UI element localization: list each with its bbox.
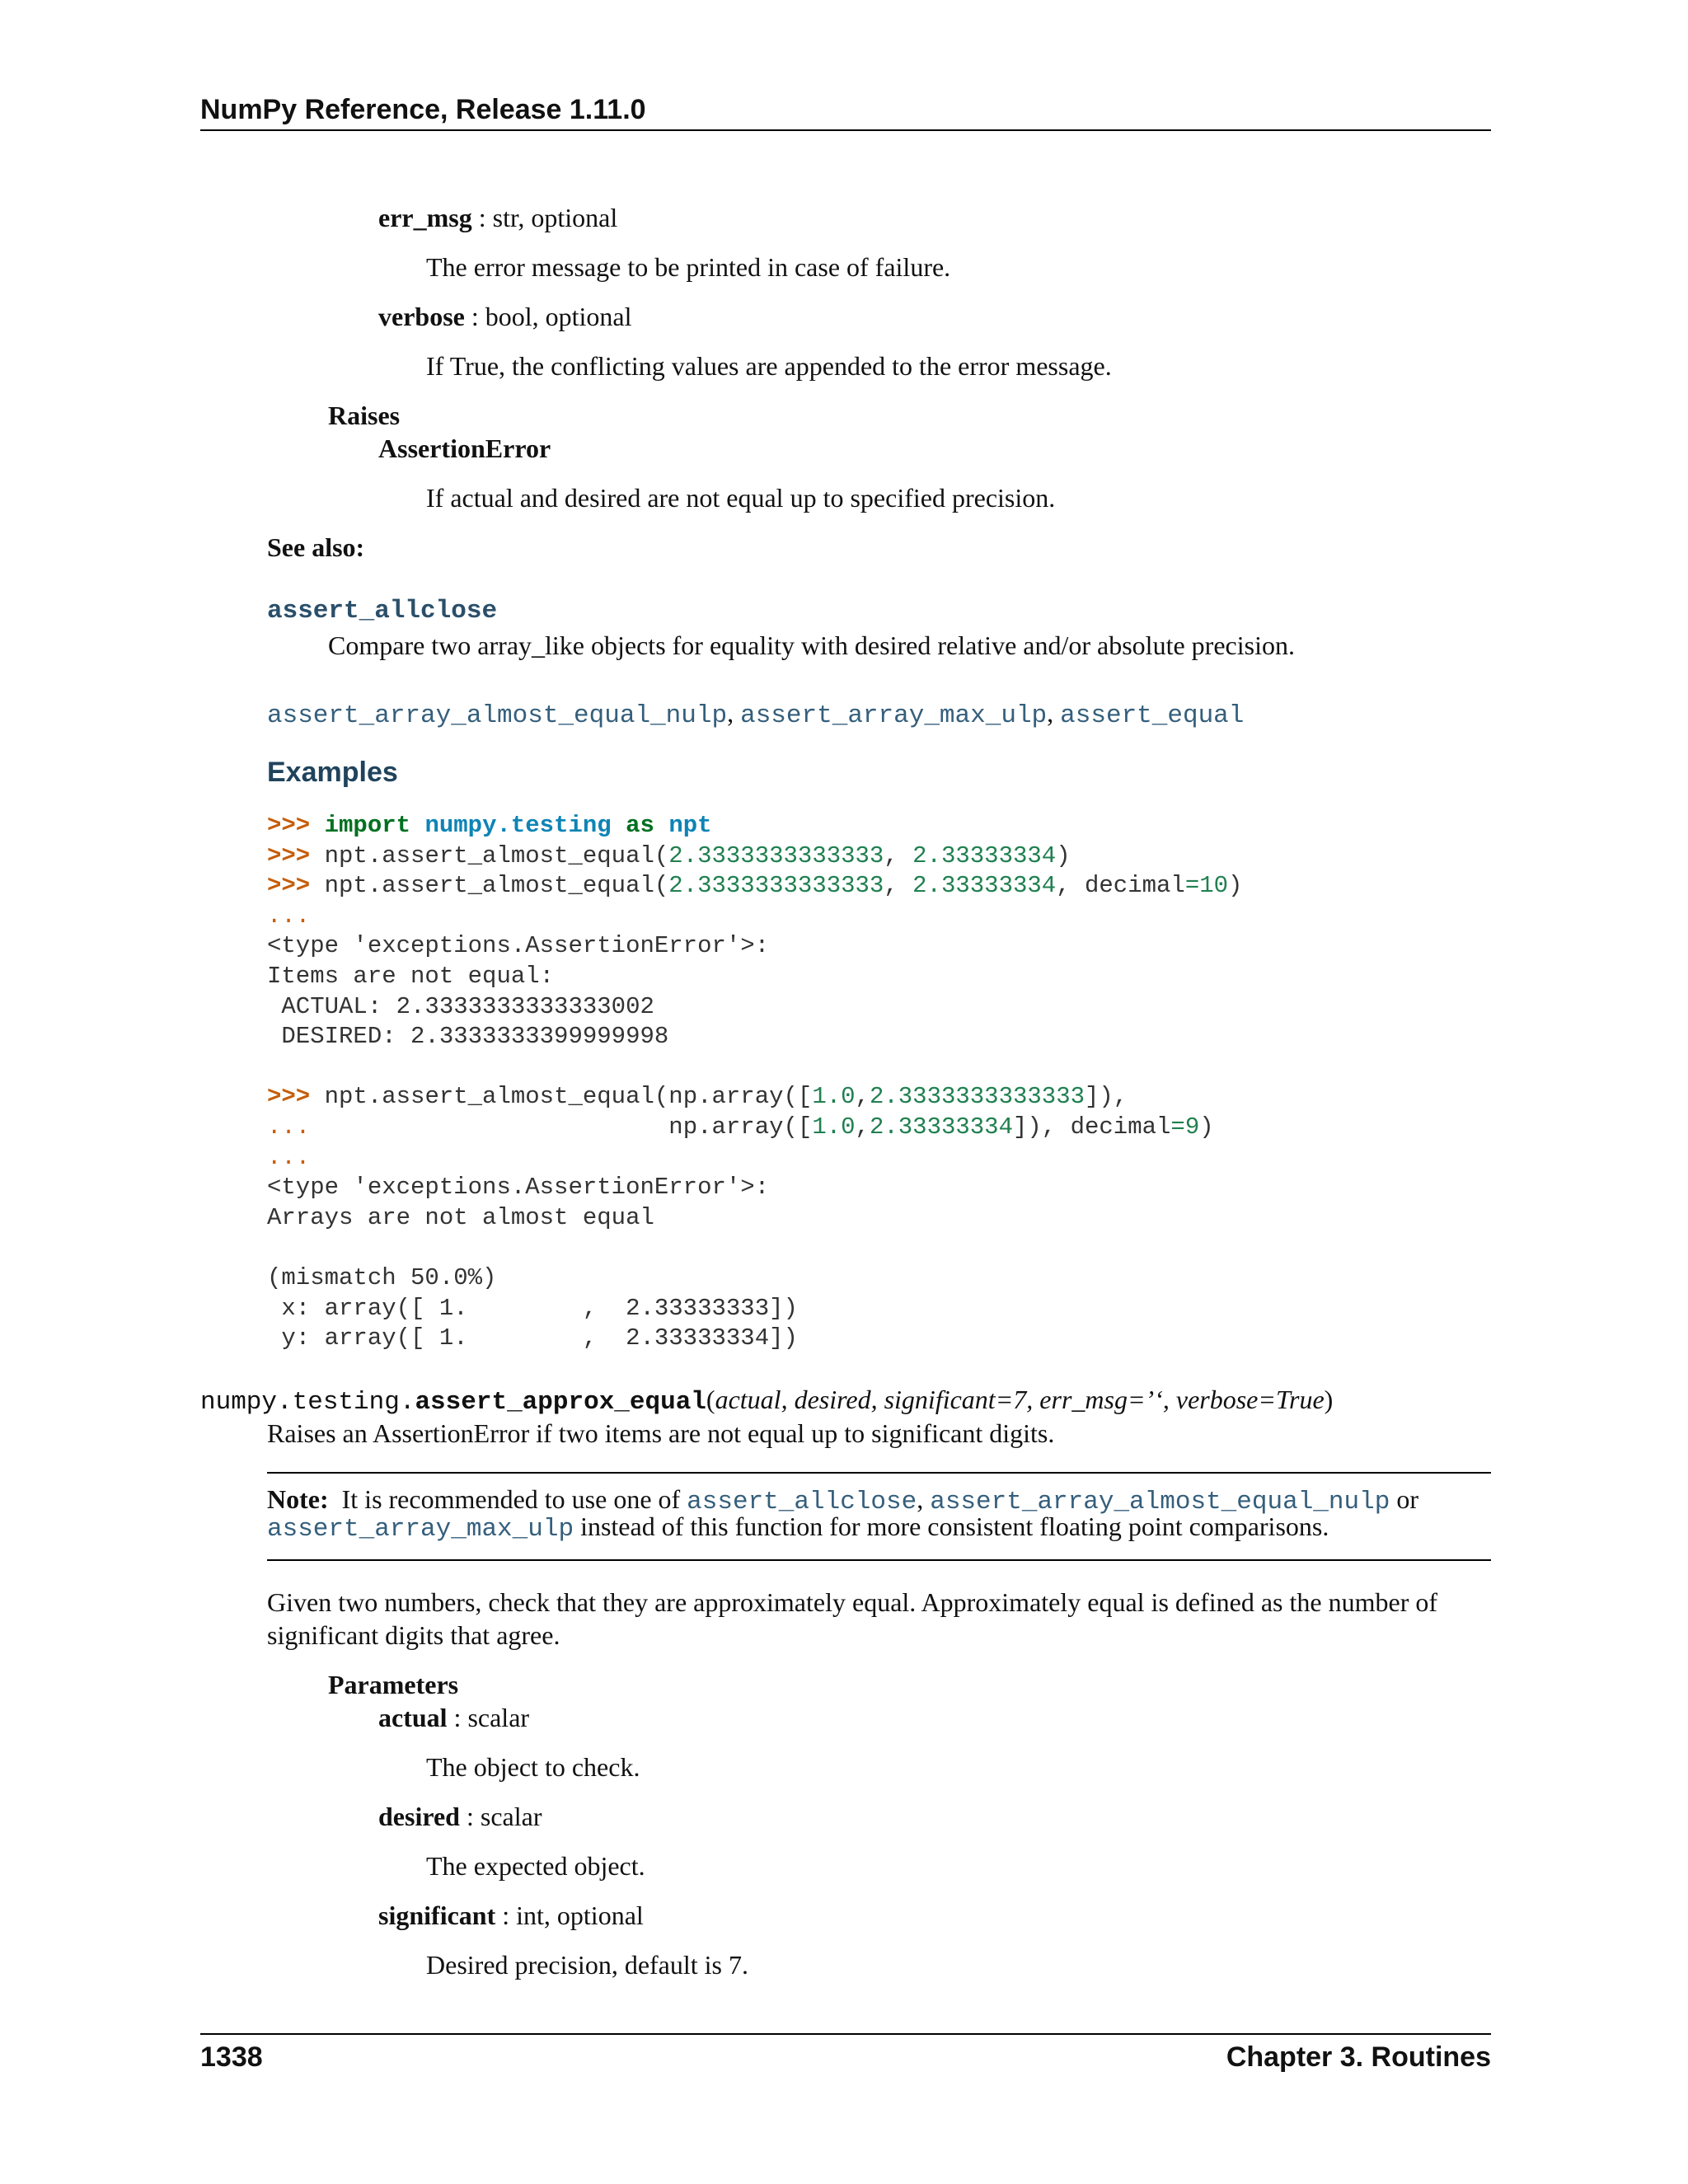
param-actual	[378, 1701, 529, 1734]
separator: ,	[727, 698, 741, 728]
see-also-link[interactable]: assert_equal	[1060, 701, 1245, 730]
param-name: err_msg	[378, 203, 472, 232]
page-header-title: NumPy Reference, Release 1.11.0	[200, 94, 646, 125]
code-line: ... np.array([1.0,2.33333334]), decimal=9)	[267, 1113, 1214, 1141]
param-name: verbose	[378, 302, 465, 331]
param-desc: If True, the conflicting values are appended to the error message.	[426, 351, 1112, 381]
parameters-label: Parameters	[328, 1670, 459, 1699]
note-link-assert-array-max-ulp[interactable]: assert_array_max_ulp	[267, 1515, 574, 1544]
separator: ,	[1047, 698, 1061, 728]
function-args: actual, desired, significant=7, err_msg=’‘, verbose=True	[715, 1385, 1325, 1414]
param-type: : scalar	[453, 1703, 530, 1732]
note-label: Note:	[267, 1484, 329, 1514]
function-signature	[200, 1385, 1333, 1417]
paren-close: )	[1324, 1385, 1334, 1414]
raises-exception: AssertionError	[378, 434, 551, 463]
see-also-label: See also:	[267, 532, 365, 562]
function-desc-line-2: significant digits that agree.	[267, 1620, 560, 1650]
note-link-assert-array-almost-equal-nulp[interactable]: assert_array_almost_equal_nulp	[930, 1488, 1390, 1516]
note-rule-top	[267, 1472, 1491, 1474]
code-line: (mismatch 50.0%)	[267, 1263, 497, 1291]
note-comma: ,	[917, 1484, 924, 1514]
code-line: Arrays are not almost equal	[267, 1203, 654, 1231]
code-line: DESIRED: 2.3333333399999998	[267, 1023, 669, 1051]
header-rule	[200, 129, 1491, 131]
param-err-msg	[378, 201, 617, 234]
note-text: instead of this function for more consistent floating point comparisons.	[580, 1511, 1329, 1541]
code-line: ...	[267, 902, 311, 930]
code-line: <type 'exceptions.AssertionError'>:	[267, 932, 770, 960]
footer-rule	[200, 2033, 1491, 2035]
param-desired	[378, 1800, 542, 1833]
function-summary: Raises an AssertionError if two items are not equal up to significant digits.	[267, 1418, 1055, 1448]
see-also-links	[267, 696, 1244, 733]
param-type: : bool, optional	[471, 302, 632, 331]
note-link-assert-allclose[interactable]: assert_allclose	[687, 1488, 917, 1516]
raises-desc: If actual and desired are not equal up to specified precision.	[426, 483, 1056, 513]
paren-open: (	[706, 1385, 715, 1414]
code-line: x: array([ 1. , 2.33333333])	[267, 1294, 798, 1322]
raises-label: Raises	[328, 401, 401, 430]
chapter-title: Chapter 3. Routines	[1226, 2041, 1491, 2073]
param-significant	[378, 1899, 644, 1932]
function-module: numpy.testing.	[200, 1388, 415, 1417]
code-line	[267, 1052, 1242, 1083]
param-type: : scalar	[466, 1802, 542, 1831]
param-name: desired	[378, 1802, 460, 1831]
param-type: : int, optional	[502, 1900, 644, 1930]
param-desc: The object to check.	[426, 1752, 640, 1782]
examples-heading: Examples	[267, 757, 398, 788]
code-line: ACTUAL: 2.3333333333333002	[267, 992, 654, 1020]
param-desc: Desired precision, default is 7.	[426, 1950, 748, 1980]
code-line: >>> import numpy.testing as npt	[267, 812, 712, 839]
note-or: or	[1396, 1484, 1418, 1514]
param-type: : str, optional	[478, 203, 618, 232]
code-line: >>> npt.assert_almost_equal(np.array([1.0,2.3333333333333]),	[267, 1083, 1128, 1111]
param-name: significant	[378, 1900, 496, 1930]
code-line: <type 'exceptions.AssertionError'>:	[267, 1174, 770, 1202]
see-also-link[interactable]: assert_array_max_ulp	[740, 701, 1048, 730]
code-line: ...	[267, 1143, 311, 1171]
see-also-desc: Compare two array_like objects for equality with desired relative and/or absolute precision.	[328, 630, 1295, 660]
code-line: y: array([ 1. , 2.33333334])	[267, 1324, 798, 1352]
see-also-link-assert-allclose[interactable]: assert_allclose	[267, 597, 498, 626]
code-line	[267, 1233, 1242, 1263]
param-name: actual	[378, 1703, 448, 1732]
note-rule-bottom	[267, 1559, 1491, 1561]
note-text: It is recommended to use one of	[341, 1484, 681, 1514]
code-line: >>> npt.assert_almost_equal(2.3333333333333, 2.33333334)	[267, 841, 1071, 869]
param-desc: The expected object.	[426, 1851, 645, 1881]
code-line: Items are not equal:	[267, 962, 555, 990]
note-line-2	[267, 1510, 1329, 1546]
page-number: 1338	[200, 2041, 263, 2073]
code-line: >>> npt.assert_almost_equal(2.3333333333333, 2.33333334, decimal=10)	[267, 872, 1243, 900]
param-verbose	[378, 300, 632, 333]
param-desc: The error message to be printed in case of failure.	[426, 252, 951, 282]
function-desc-line-1: Given two numbers, check that they are approximately equal. Approximately equal is defined as the number of	[267, 1587, 1437, 1617]
function-name: assert_approx_equal	[415, 1388, 706, 1417]
code-block	[267, 811, 1242, 1354]
see-also-link[interactable]: assert_array_almost_equal_nulp	[267, 701, 728, 730]
